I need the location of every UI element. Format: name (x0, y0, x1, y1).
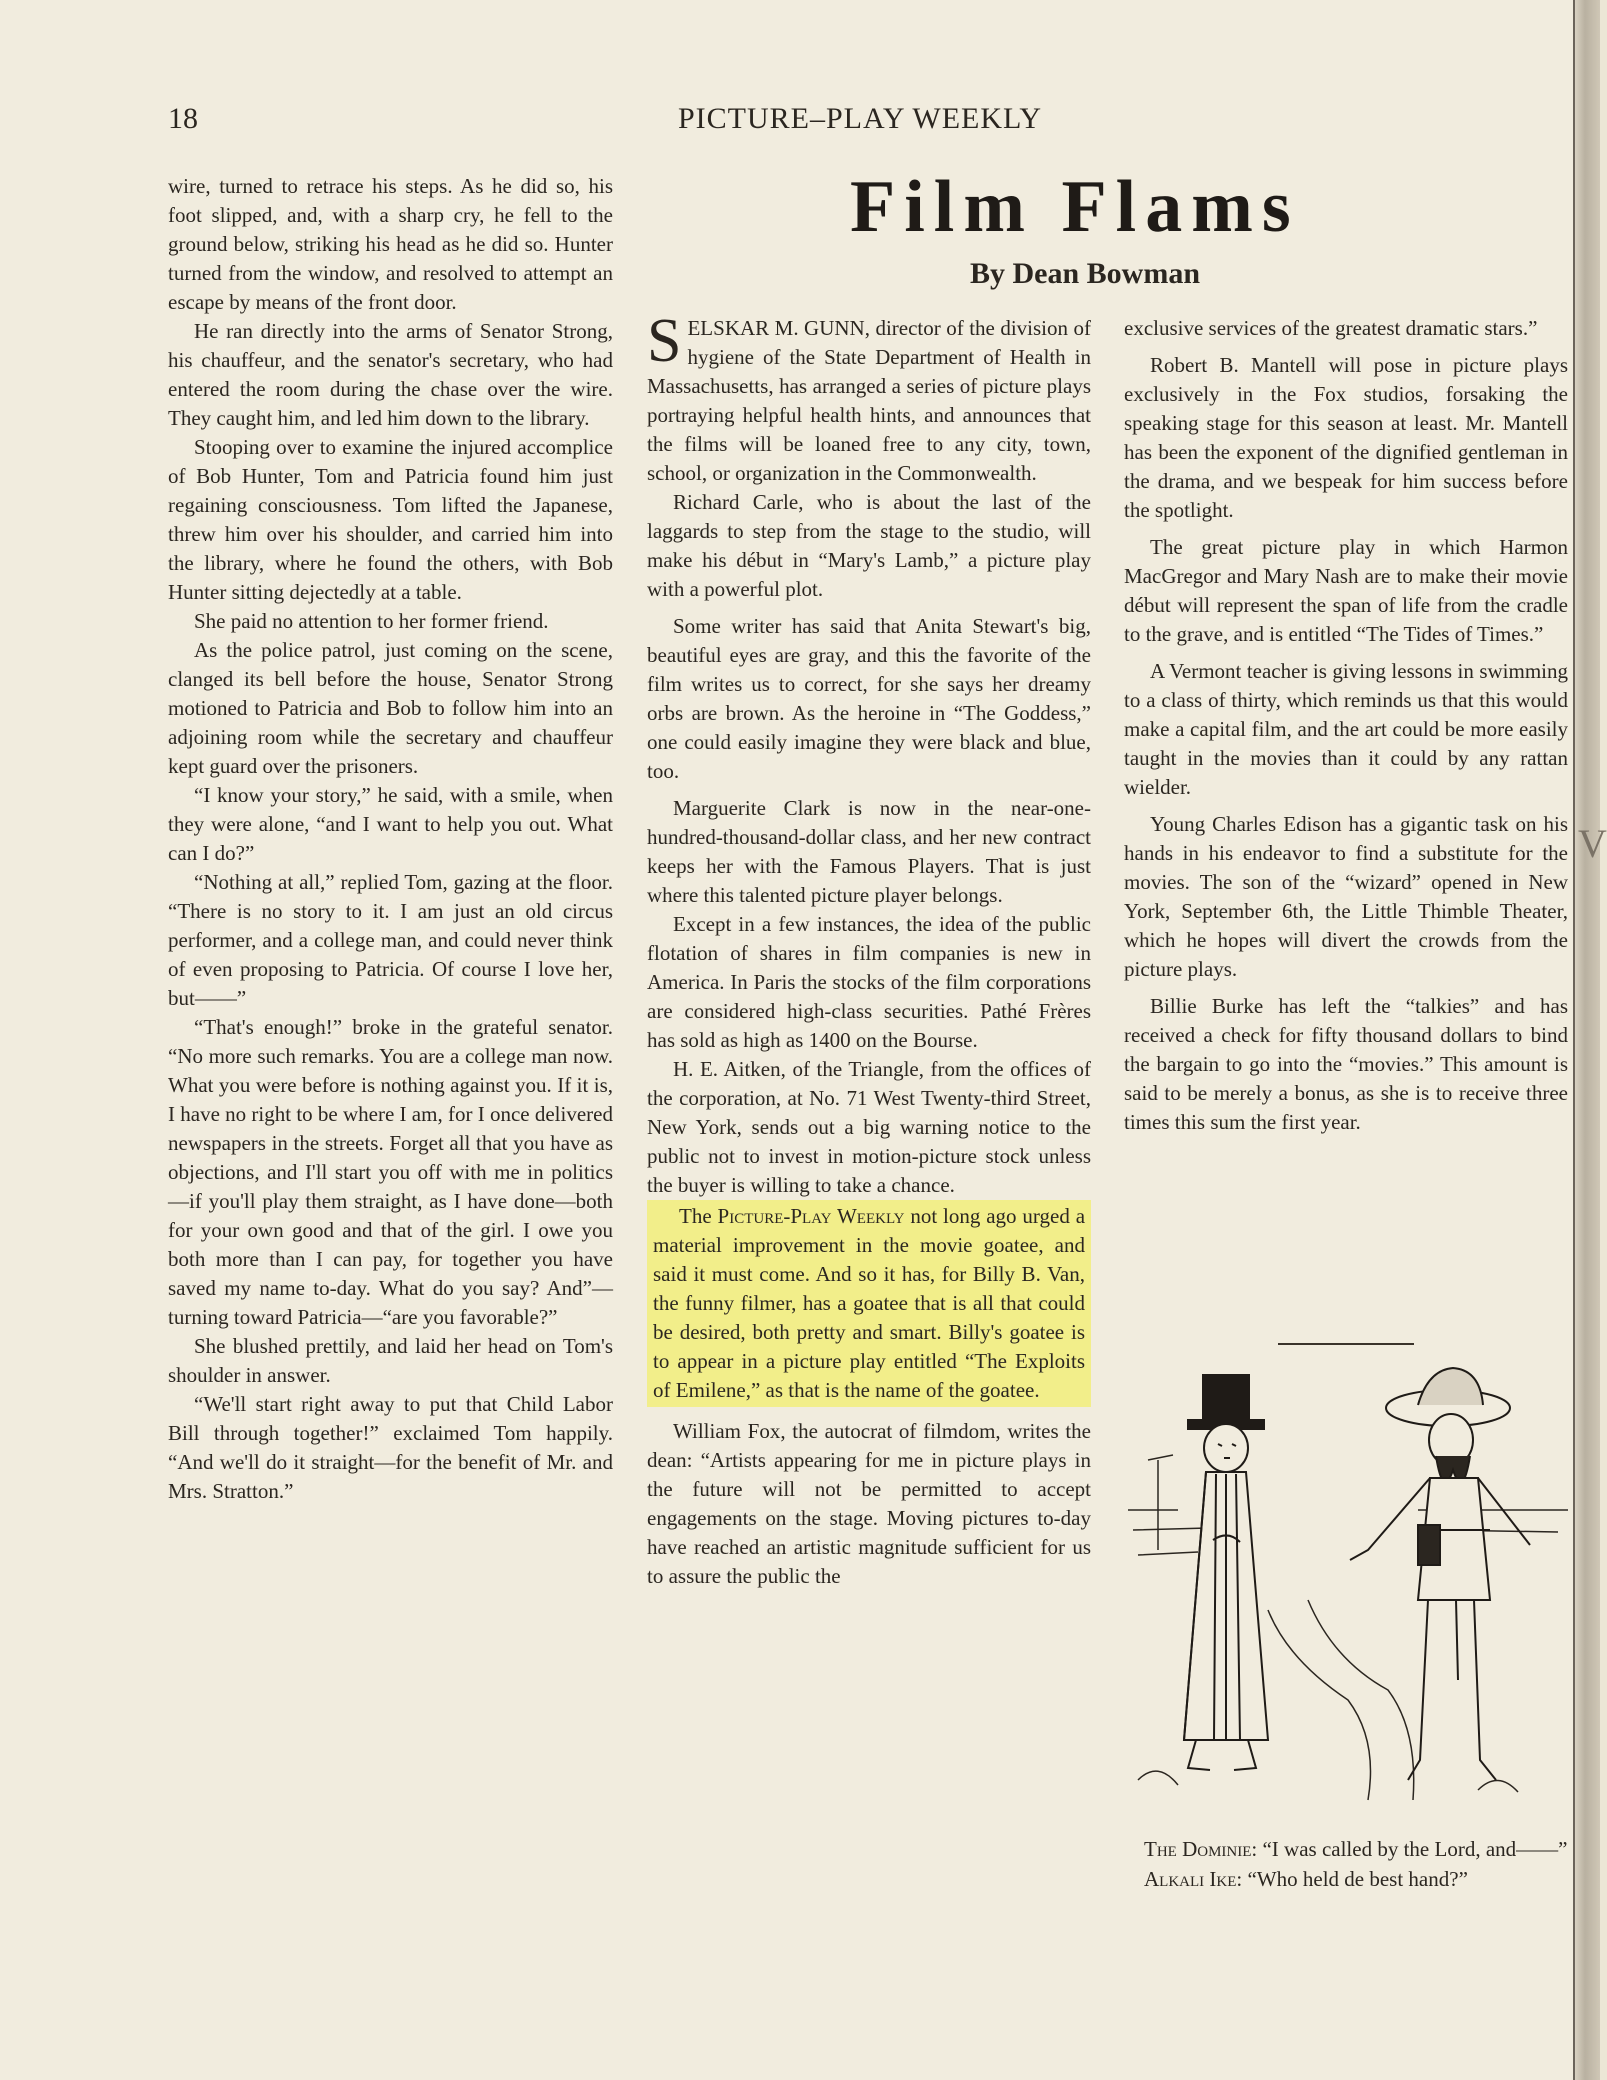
article-title: Film Flams (850, 166, 1300, 248)
paragraph: As the police patrol, just coming on the scene, clanged its bell before the house, Senator Strong motioned to Patricia and Bob to follow him into an adjoining room while the secretary and chauffeur kept guard over the prisoners. (168, 638, 613, 778)
highlight-the: The (679, 1204, 712, 1228)
paragraph: The great picture play in which Harmon MacGregor and Mary Nash are to make their movie début will represent the span of life from the cradle to the grave, and is entitled “The Tides of Times.” (1124, 535, 1568, 646)
paragraph: wire, turned to retrace his steps. As he did so, his foot slipped, and, with a sharp cry, he fell to the ground below, striking his head as he did so. Hunter turned from the window, and resolved to attempt an escape by means of the front door. (168, 174, 613, 314)
paragraph: A Vermont teacher is giving lessons in swimming to a class of thirty, which reminds us that this would make a capital film, and the art could be more easily taught in the movies than it could by any rattan wielder. (1124, 659, 1568, 799)
paragraph: Billie Burke has left the “talkies” and has received a check for fifty thousand dollars to bind the bargain to go into the “movies.” This amount is said to be merely a bonus, as she is to receive three times this sum the first year. (1124, 994, 1568, 1134)
paragraph: Some writer has said that Anita Stewart's big, beautiful eyes are gray, and this the favorite of the film writes us to correct, for she says her dreamy orbs are brown. As the heroine in “The Goddess,” one could easily imagine they were black and blue, too. (647, 614, 1091, 783)
paragraph: He ran directly into the arms of Senator Strong, his chauffeur, and the senator's secretary, who had entered the room during the chase over the wire. They caught him, and led him down to the library. (168, 319, 613, 430)
spine-letter: V (1578, 821, 1607, 866)
paragraph: She paid no attention to her former friend. (194, 609, 549, 633)
speaker-alkali-ike: Alkali Ike: (1144, 1867, 1243, 1891)
paragraph: William Fox, the autocrat of filmdom, writes the dean: “Artists appearing for me in picture plays in the future will not be permitted to accept engagements on the stage. Moving pictures to-day have reached an artistic magnitude sufficient for us to assure the public the (647, 1419, 1091, 1588)
highlight-text: not long ago urged a material improvement in the movie goatee, and said it must come. And so it has, for Billy B. Van, the funny filmer, has a goatee that is all that could be desired, both pretty and smart. Billy's goatee is to appear in a picture play entitled “The Exploits of Emilene,” as that is the name of the goatee. (653, 1204, 1086, 1402)
caption-line (1124, 1864, 1568, 1894)
paragraph: exclusive services of the greatest dramatic stars.” (1124, 316, 1538, 340)
paragraph: Robert B. Mantell will pose in picture plays exclusively in the Fox studios, forsaking the speaking stage for this season at least. Mr. Mantell has been the exponent of the dignified gentleman in the drama, and we bespeak for him success before the spotlight. (1124, 353, 1568, 522)
magazine-name: Picture-Play Weekly (717, 1204, 905, 1228)
paragraph: “Nothing at all,” replied Tom, gazing at the floor. “There is no story to it. I am just an old circus performer, and a college man, and could never think of even proposing to Patricia. Of course I love her, but——” (168, 870, 613, 1010)
column-right (1124, 314, 1568, 1137)
paragraph: Except in a few instances, the idea of the public flotation of shares in film companies is new in America. In Paris the stocks of the film corporations are considered high-class securities. Pathé Frères has sold as high as 1400 on the Bourse. (647, 912, 1091, 1052)
paragraph: Young Charles Edison has a gigantic task on his hands in his endeavor to find a substitute for the movies. The son of the “wizard” opened in New York, September 6th, the Little Thimble Theater, which he hopes will divert the crowds from the picture plays. (1124, 812, 1568, 981)
paragraph: “That's enough!” broke in the grateful senator. “No more such remarks. You are a college man now. What you were before is nothing against you. If it is, I have no right to be where I am, for I once delivered newspapers in the streets. Forget all that you have as objections, and I'll start you off with me in politics—if you'll play them straight, as I have done—both for your own good and that of the girl. I owe you both more than I can pay, for together you have saved my name to-day. What do you say? And”—turning toward Patricia—“are you favorable?” (168, 1015, 613, 1329)
book-spine-edge (1573, 0, 1607, 2080)
highlighted-paragraph (647, 1200, 1091, 1407)
lead-paragraph (647, 307, 1091, 488)
column-left (168, 172, 613, 1506)
caption-line (1124, 1834, 1568, 1864)
cartoon-illustration (1118, 1360, 1573, 1820)
paragraph: H. E. Aitken, of the Triangle, from the offices of the corporation, at No. 71 West Twenty-third Street, New York, sends out a big warning notice to the public not to invest in motion-picture stock unless the buyer is willing to take a chance. (647, 1057, 1091, 1197)
drop-cap: S (647, 307, 682, 375)
paragraph: She blushed prettily, and laid her head on Tom's shoulder in answer. (168, 1334, 613, 1387)
column-middle (647, 307, 1091, 1591)
section-divider (1278, 1343, 1414, 1345)
page-number: 18 (168, 102, 198, 135)
paragraph: Stooping over to examine the injured accomplice of Bob Hunter, Tom and Patricia found him just regaining consciousness. Tom lifted the Japanese, threw him over his shoulder, and carried him into the library, where he found the others, with Bob Hunter sitting dejectedly at a table. (168, 435, 613, 604)
caption-quote: “I was called by the Lord, and——” (1262, 1837, 1568, 1861)
cartoon-caption (1124, 1834, 1568, 1894)
paragraph: Marguerite Clark is now in the near-one-hundred-thousand-dollar class, and her new contract keeps her with the Famous Players. That is just where this talented picture player belongs. (647, 796, 1091, 907)
paragraph: “We'll start right away to put that Child Labor Bill through together!” exclaimed Tom happily. “And we'll do it straight—for the benefit of Mr. and Mrs. Stratton.” (168, 1392, 613, 1503)
alkali-ike-figure (1350, 1368, 1530, 1780)
lead-text: ELSKAR M. GUNN, director of the division of hygiene of the State Department of Health in Massachusetts, has arranged a series of picture plays portraying helpful health hints, and announces that the films will be loaned free to any city, town, school, or organization in the Commonwealth. (647, 316, 1091, 485)
speaker-dominie: The Dominie: (1144, 1837, 1258, 1861)
dominie-figure (1184, 1375, 1268, 1770)
running-head: PICTURE–PLAY WEEKLY (677, 102, 1043, 135)
paragraph: Richard Carle, who is about the last of the laggards to step from the stage to the studio, will make his début in “Mary's Lamb,” a picture play with a powerful plot. (647, 490, 1091, 601)
article-byline: By Dean Bowman (970, 257, 1201, 290)
caption-quote: “Who held de best hand?” (1247, 1867, 1468, 1891)
paragraph: “I know your story,” he said, with a smile, when they were alone, “and I want to help you out. What can I do?” (168, 783, 613, 865)
